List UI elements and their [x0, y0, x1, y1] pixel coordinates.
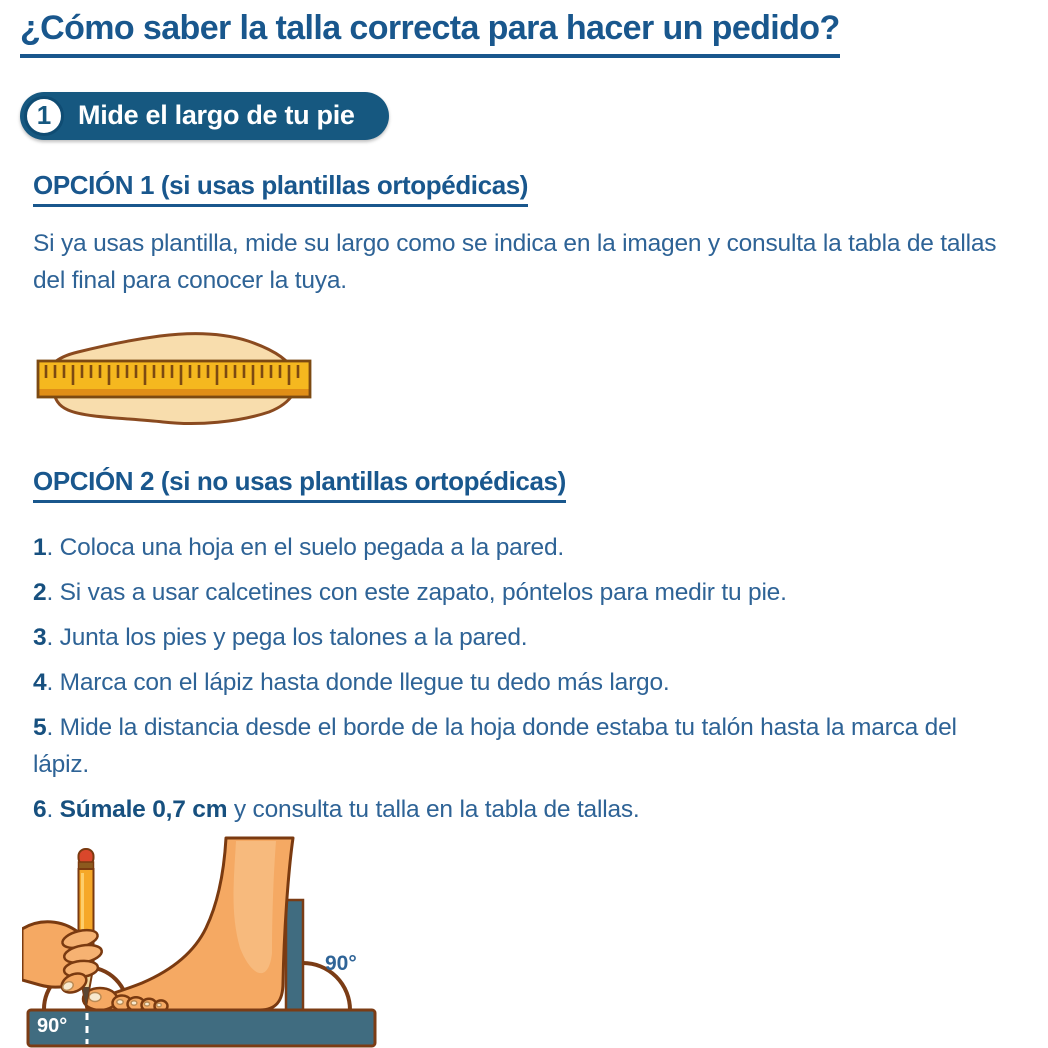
- list-item: 4. Marca con el lápiz hasta donde llegue tu dedo más largo.: [33, 669, 670, 697]
- insole-ruler-svg: [30, 321, 320, 436]
- list-item: 5. Mide la distancia desde el borde de la hoja donde estaba tu talón hasta la marca del lápiz.: [33, 714, 957, 779]
- wall: [286, 900, 303, 1014]
- step-number: 3: [33, 624, 47, 652]
- foot-measurement-illustration: [22, 833, 392, 1048]
- floor-base: [28, 1010, 375, 1046]
- option1-heading: OPCIÓN 1 (si usas plantillas ortopédicas): [33, 170, 528, 207]
- step-1-badge: [20, 92, 389, 140]
- option1-body: Si ya usas plantilla, mide su largo como se indica en la imagen y consulta la tabla de tallas del final para conocer la tuya.: [33, 229, 997, 294]
- insole-ruler-illustration: [30, 321, 320, 436]
- step-number-circle: [24, 96, 64, 136]
- list-item: 6. Súmale 0,7 cm y consulta tu talla en la tabla de tallas.: [33, 796, 640, 824]
- step-label: Mide el largo de tu pie: [78, 100, 355, 131]
- list-item: 1. Coloca una hoja en el suelo pegada a la pared.: [33, 534, 564, 562]
- step-number: 6: [33, 796, 47, 824]
- step-number: 1: [36, 100, 52, 131]
- step-number: 4: [33, 669, 47, 697]
- step-number: 2: [33, 579, 47, 607]
- fingers: [61, 927, 104, 979]
- foot-measurement-svg: [22, 833, 392, 1048]
- step-number: 1: [33, 534, 47, 562]
- measurement-steps-list: [33, 529, 1015, 828]
- highlight-text: Súmale 0,7 cm: [59, 796, 228, 824]
- angle-label-left: 90°: [37, 1015, 68, 1037]
- option2-heading: OPCIÓN 2 (si no usas plantillas ortopédicas): [33, 466, 566, 503]
- angle-label-right: 90°: [325, 952, 357, 975]
- step-number: 5: [33, 714, 47, 742]
- list-item: 3. Junta los pies y pega los talones a la pared.: [33, 624, 528, 652]
- list-item: 2. Si vas a usar calcetines con este zapato, póntelos para medir tu pie.: [33, 579, 787, 607]
- page-title: ¿Cómo saber la talla correcta para hacer un pedido?: [20, 8, 840, 58]
